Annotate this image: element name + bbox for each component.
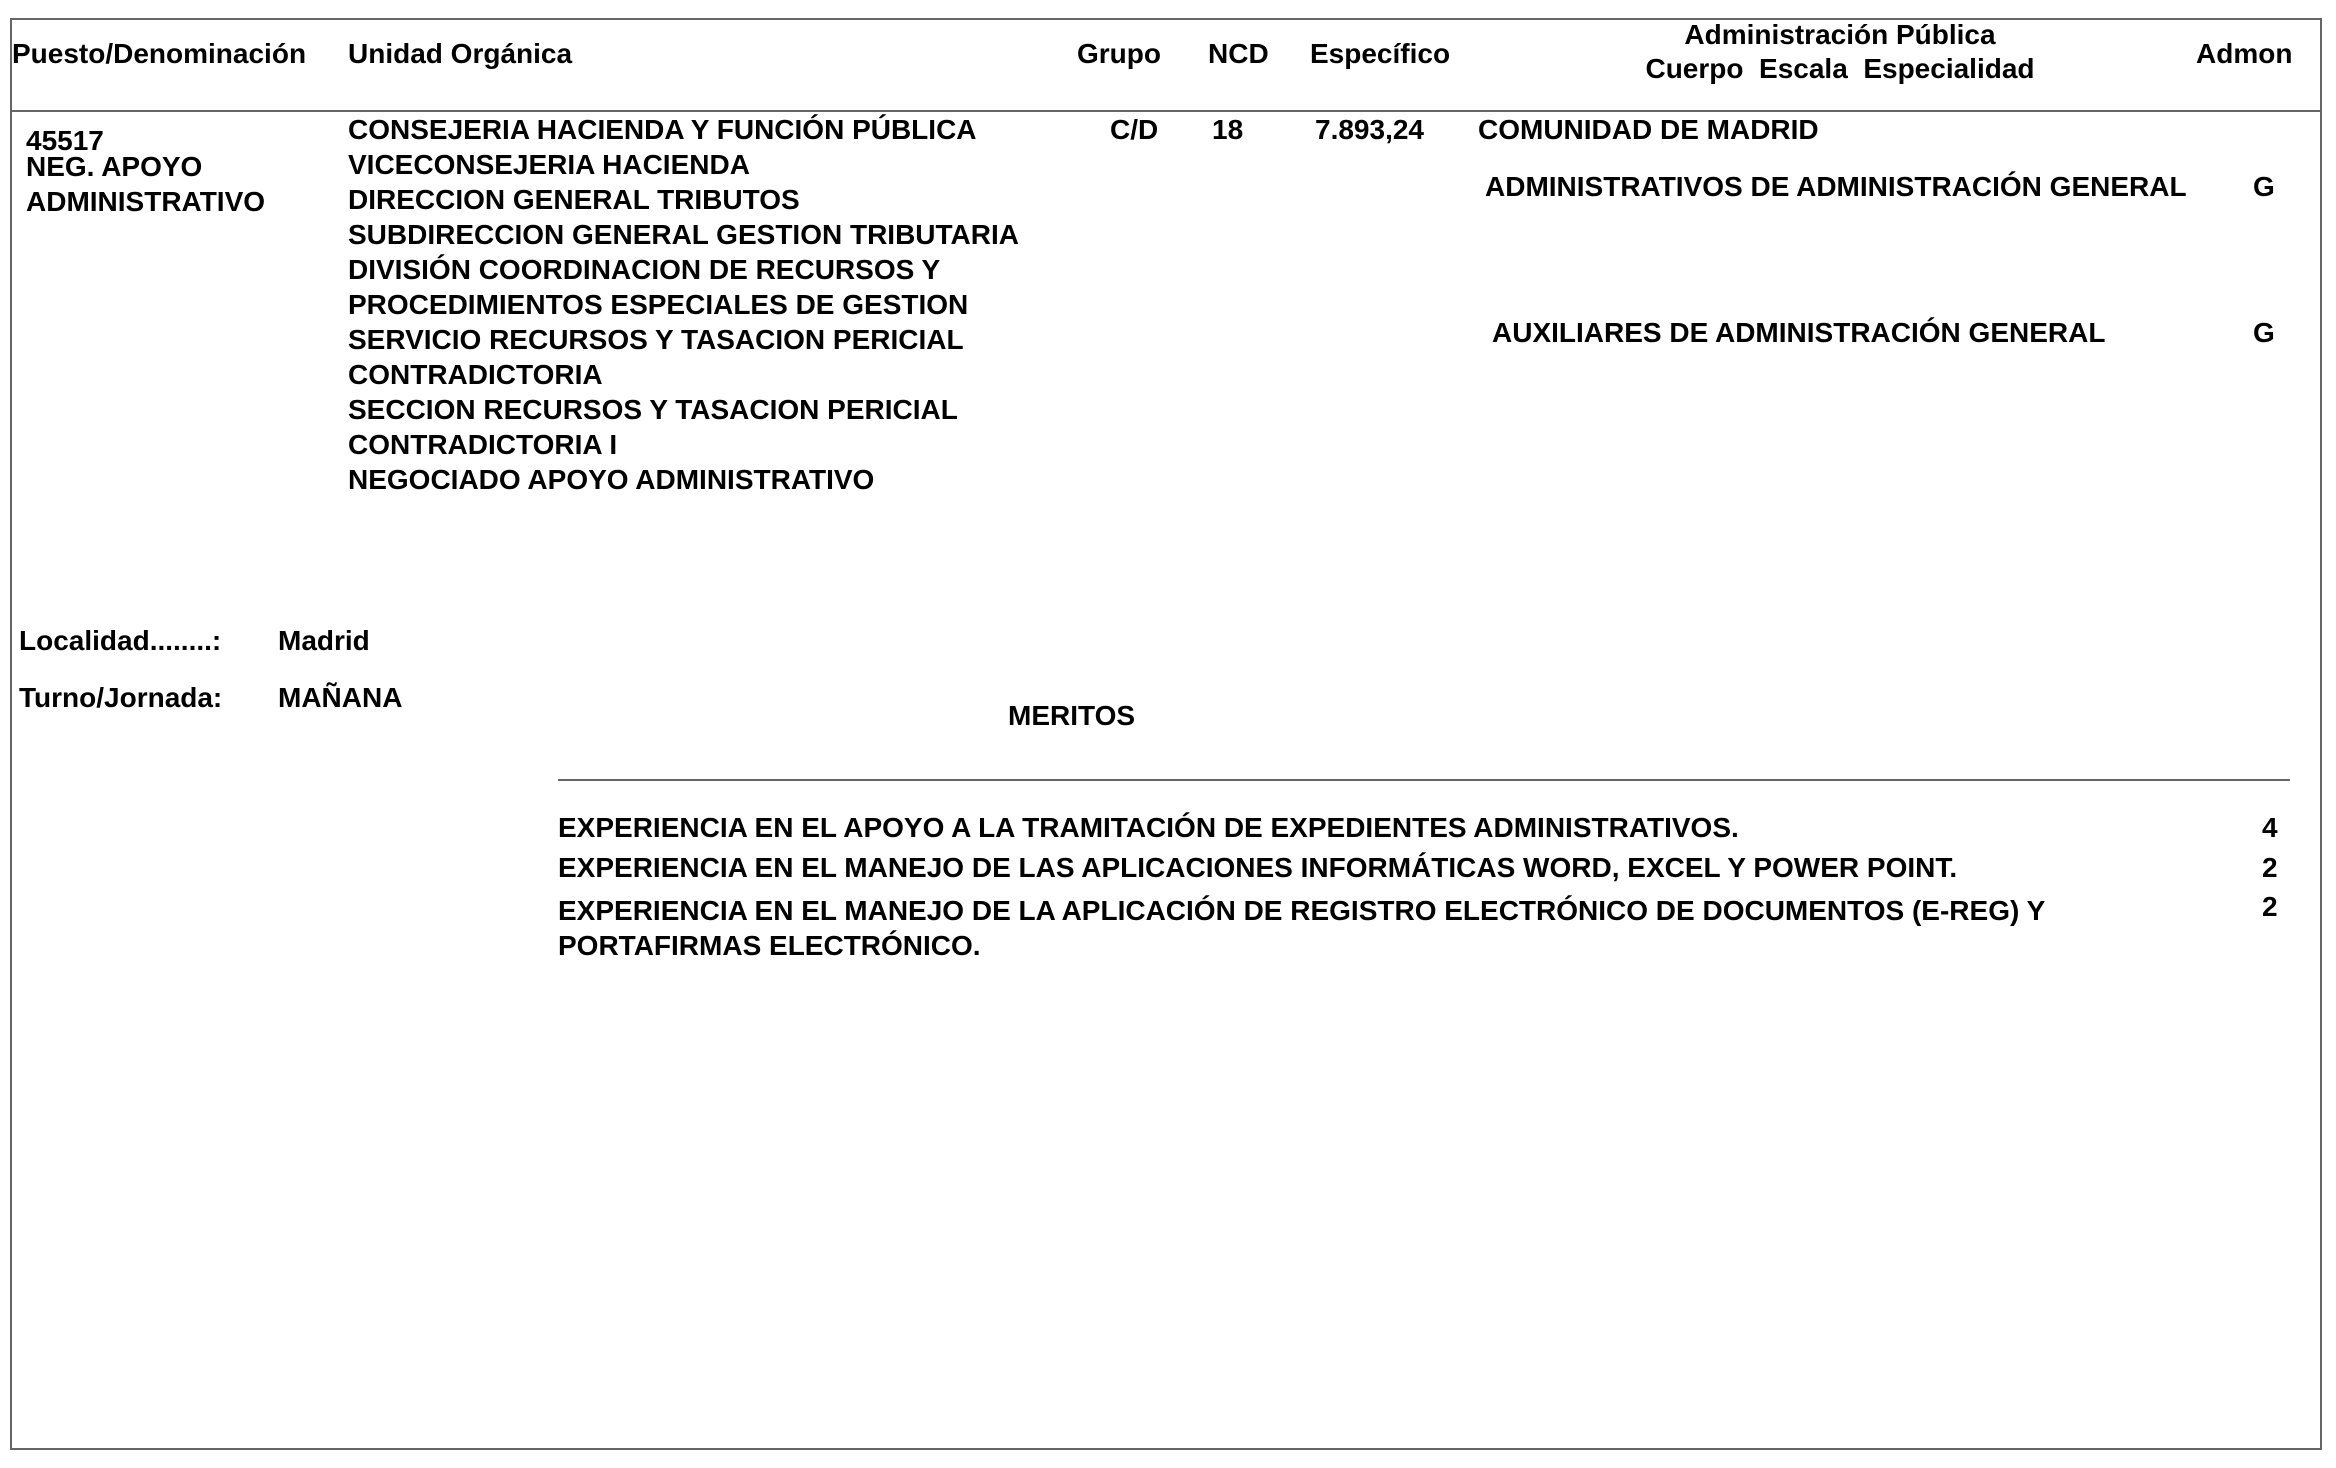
unidad-line: DIVISIÓN COORDINACION DE RECURSOS Y	[348, 254, 941, 285]
cuerpo-nombre: ADMINISTRATIVOS DE ADMINISTRACIÓN GENERAL	[1485, 171, 2187, 202]
header-especifico: Específico	[1310, 38, 1451, 69]
header-grupo: Grupo	[1077, 38, 1161, 69]
unidad-line: PROCEDIMIENTOS ESPECIALES DE GESTION	[348, 289, 969, 320]
header-puesto: Puesto/Denominación	[12, 38, 307, 69]
merito-points: 2	[2262, 891, 2278, 922]
meritos-title: MERITOS	[1008, 700, 1136, 731]
ncd-value: 18	[1212, 114, 1244, 145]
turno-label: Turno/Jornada:	[19, 682, 223, 713]
unidad-line: SERVICIO RECURSOS Y TASACION PERICIAL	[348, 324, 964, 355]
puesto-denominacion-1: NEG. APOYO	[26, 151, 203, 182]
unidad-line: DIRECCION GENERAL TRIBUTOS	[348, 184, 800, 215]
unidad-line: SUBDIRECCION GENERAL GESTION TRIBUTARIA	[348, 219, 1019, 250]
especifico-value: 7.893,24	[1315, 114, 1424, 145]
header-divider	[10, 110, 2322, 112]
unidad-line: CONTRADICTORIA I	[348, 429, 618, 460]
localidad-value: Madrid	[278, 625, 370, 656]
merito-points: 4	[2262, 812, 2278, 843]
cuerpo-admon: G	[2253, 171, 2275, 202]
puesto-codigo: 45517	[26, 125, 104, 156]
cuerpo-admon: G	[2253, 317, 2275, 348]
meritos-divider	[558, 779, 2290, 781]
unidad-line: SECCION RECURSOS Y TASACION PERICIAL	[348, 394, 958, 425]
turno-value: MAÑANA	[278, 682, 403, 713]
merito-text: EXPERIENCIA EN EL MANEJO DE LA APLICACIÓN DE REGISTRO ELECTRÓNICO DE DOCUMENTOS (E-REG) Y PORTAFIRMAS ELECTRÓNICO.	[558, 895, 2045, 961]
cuerpo-nombre: AUXILIARES DE ADMINISTRACIÓN GENERAL	[1492, 317, 2106, 348]
merito-points: 2	[2262, 852, 2278, 883]
header-admon: Admon	[2196, 38, 2293, 69]
grupo-value: C/D	[1110, 114, 1159, 145]
administracion-value: COMUNIDAD DE MADRID	[1478, 114, 1819, 145]
puesto-denominacion-2: ADMINISTRATIVO	[26, 186, 266, 217]
header-admin-line1: Administración Pública	[1684, 19, 1996, 50]
header-admin-line2: Cuerpo Escala Especialidad	[1645, 53, 2035, 84]
merito-text: EXPERIENCIA EN EL MANEJO DE LAS APLICACIONES INFORMÁTICAS WORD, EXCEL Y POWER POINT.	[558, 852, 1958, 883]
merito-text: EXPERIENCIA EN EL APOYO A LA TRAMITACIÓN DE EXPEDIENTES ADMINISTRATIVOS.	[558, 812, 1739, 843]
unidad-line: VICECONSEJERIA HACIENDA	[348, 149, 750, 180]
unidad-line: CONSEJERIA HACIENDA Y FUNCIÓN PÚBLICA	[348, 114, 977, 145]
localidad-label: Localidad........:	[19, 625, 222, 656]
header-unidad: Unidad Orgánica	[348, 38, 573, 69]
unidad-line: NEGOCIADO APOYO ADMINISTRATIVO	[348, 464, 875, 495]
unidad-line: CONTRADICTORIA	[348, 359, 603, 390]
unidad-organica-list	[348, 113, 1019, 498]
header-ncd: NCD	[1208, 38, 1269, 69]
